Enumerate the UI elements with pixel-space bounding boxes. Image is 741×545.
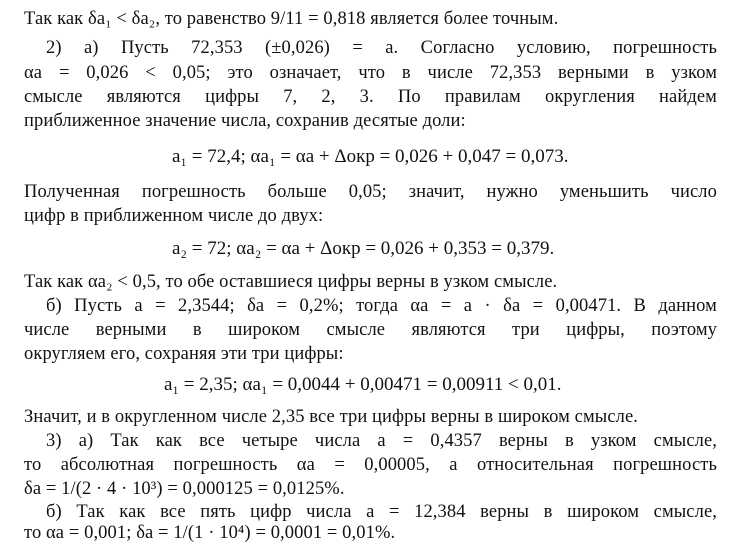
text-line-8: Так как αa₂ < 0,5, то обе оставшиеся цифры верны в узком смысле. — [24, 272, 558, 292]
text-line-5: приближенное значение числа, сохранив десятые доли: — [24, 111, 466, 131]
text-line-2: 2) а) Пусть 72,353 (±0,026) = a. Согласно условию, погрешность — [46, 38, 717, 58]
text-line-15: δa = 1/(2 · 4 · 10³) = 0,000125 = 0,0125%. — [24, 479, 345, 499]
text-line-10: числе верными в широком смысле являются три цифры, поэтому — [24, 320, 717, 340]
formula-1: a₁ = 72,4; αa₁ = αa + Δокр = 0,026 + 0,047 = 0,073. — [172, 146, 569, 167]
text-line-17: то αa = 0,001; δa = 1/(1 · 10⁴) = 0,0001 = 0,01%. — [24, 523, 396, 543]
text-line-12: Значит, и в округленном числе 2,35 все три цифры верны в широком смысле. — [24, 407, 639, 427]
text-line-7: цифр в приближенном числе до двух: — [24, 206, 324, 226]
text-line-11: округляем его, сохраняя эти три цифры: — [24, 344, 344, 364]
text-line-4: смысле являются цифры 7, 2, 3. По правилам округления найдем — [24, 87, 717, 107]
formula-2: a₂ = 72; αa₂ = αa + Δокр = 0,026 + 0,353 = 0,379. — [172, 238, 555, 259]
text-line-3: αa = 0,026 < 0,05; это означает, что в числе 72,353 верными в узком — [24, 63, 717, 83]
text-line-6: Полученная погрешность больше 0,05; значит, нужно уменьшить число — [24, 182, 717, 202]
text-line-14: то абсолютная погрешность αa = 0,00005, а относительная погрешность — [24, 455, 717, 475]
text-line-13: 3) а) Так как все четыре числа a = 0,4357 верны в узком смысле, — [46, 431, 717, 451]
formula-3: a₁ = 2,35; αa₁ = 0,0044 + 0,00471 = 0,00911 < 0,01. — [164, 374, 562, 395]
text-line-9: б) Пусть a = 2,3544; δa = 0,2%; тогда αa = a · δa = 0,00471. В данном — [46, 296, 717, 316]
text-line-16: б) Так как все пять цифр числа a = 12,384 верны в широком смысле, — [46, 502, 717, 522]
text-line-1: Так как δa₁ < δa₂, то равенство 9/11 = 0,818 является более точным. — [24, 9, 559, 29]
